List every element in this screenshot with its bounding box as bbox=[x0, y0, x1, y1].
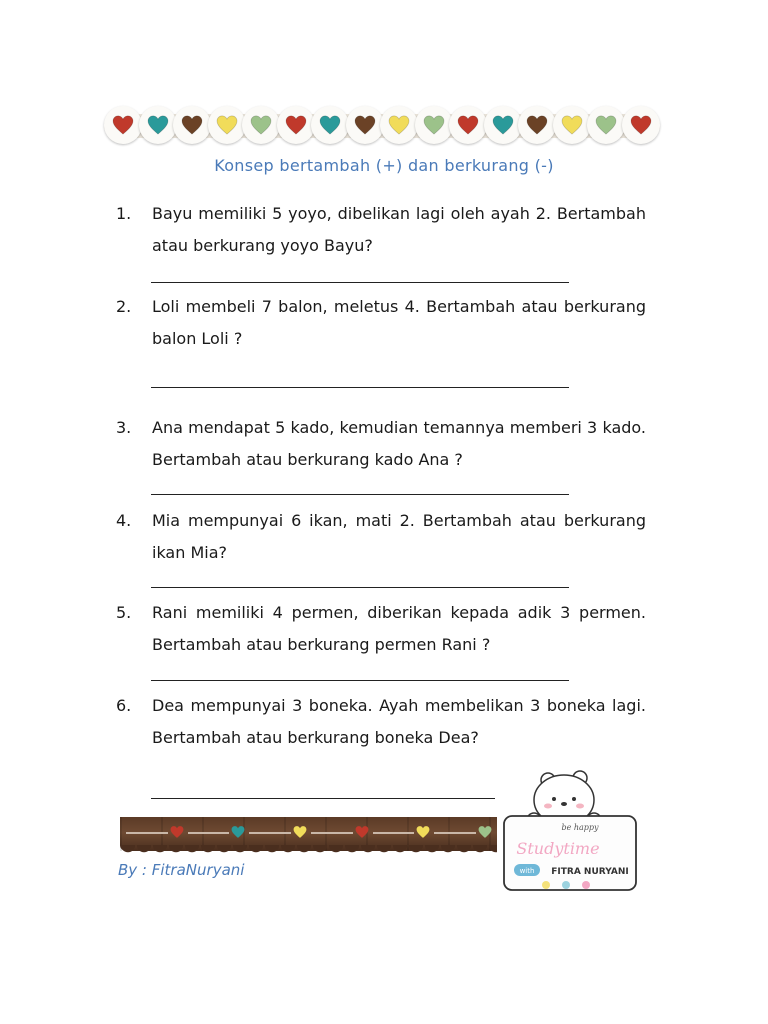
arrow-segment bbox=[373, 832, 415, 834]
answer-line-5[interactable] bbox=[151, 680, 569, 681]
question-text: Mia mempunyai 6 ikan, mati 2. Bertambah atau berkurang ikan Mia? bbox=[152, 511, 646, 562]
arrow-segment bbox=[188, 832, 230, 834]
arrow-segment bbox=[249, 832, 291, 834]
heart-icon bbox=[231, 825, 245, 839]
heart-icon bbox=[492, 115, 514, 135]
banner-heart-badge bbox=[208, 106, 246, 144]
heart-icon bbox=[388, 115, 410, 135]
arrow-heart-row bbox=[124, 825, 494, 841]
author-byline: By : FitraNuryani bbox=[118, 861, 245, 879]
question-5 bbox=[116, 597, 646, 661]
banner-heart-badge bbox=[380, 106, 418, 144]
banner-heart-badge bbox=[587, 106, 625, 144]
question-text: Ana mendapat 5 kado, kemudian temannya memberi 3 kado. Bertambah atau berkurang kado Ana ? bbox=[152, 418, 646, 469]
heart-icon bbox=[112, 115, 134, 135]
arrow-segment bbox=[434, 832, 476, 834]
answer-line-3[interactable] bbox=[151, 494, 569, 495]
heart-icon bbox=[457, 115, 479, 135]
heart-icon bbox=[526, 115, 548, 135]
badge-line3: with bbox=[519, 867, 535, 875]
question-1 bbox=[116, 198, 646, 262]
heart-icon bbox=[285, 115, 307, 135]
question-text: Bayu memiliki 5 yoyo, dibelikan lagi oleh ayah 2. Bertambah atau berkurang yoyo Bayu? bbox=[152, 204, 646, 255]
banner-heart-badge bbox=[484, 106, 522, 144]
banner-heart-badge bbox=[346, 106, 384, 144]
badge-line1: be happy bbox=[561, 823, 599, 832]
question-number: 2. bbox=[116, 297, 132, 316]
heart-icon bbox=[355, 825, 369, 839]
question-number: 3. bbox=[116, 418, 132, 437]
answer-line-1[interactable] bbox=[151, 282, 569, 283]
banner-heart-badge bbox=[139, 106, 177, 144]
arrow-segment bbox=[126, 832, 168, 834]
question-number: 6. bbox=[116, 696, 132, 715]
answer-line-4[interactable] bbox=[151, 587, 569, 588]
heart-icon bbox=[319, 115, 341, 135]
answer-line-6[interactable] bbox=[151, 798, 495, 799]
banner-heart-badge bbox=[173, 106, 211, 144]
question-number: 1. bbox=[116, 204, 132, 223]
arrow-segment bbox=[311, 832, 353, 834]
heart-icon bbox=[561, 115, 583, 135]
heart-banner bbox=[104, 104, 660, 148]
heart-icon bbox=[354, 115, 376, 135]
heart-icon bbox=[478, 825, 492, 839]
question-text: Rani memiliki 4 permen, diberikan kepada adik 3 permen. Bertambah atau berkurang permen Rani ? bbox=[152, 603, 646, 654]
banner-heart-badge bbox=[518, 106, 556, 144]
question-2 bbox=[116, 291, 646, 355]
heart-icon bbox=[423, 115, 445, 135]
heart-icon bbox=[181, 115, 203, 135]
banner-heart-badge bbox=[415, 106, 453, 144]
banner-heart-badge bbox=[311, 106, 349, 144]
heart-icon bbox=[147, 115, 169, 135]
study-time-badge bbox=[500, 766, 640, 894]
badge-line2: Studytime bbox=[516, 839, 600, 858]
wood-scallop-edge bbox=[120, 845, 497, 857]
heart-icon bbox=[216, 115, 238, 135]
wood-border-strip bbox=[120, 817, 497, 851]
question-text: Dea mempunyai 3 boneka. Ayah membelikan 3 boneka lagi. Bertambah atau berkurang boneka Dea? bbox=[152, 696, 646, 747]
heart-icon bbox=[293, 825, 307, 839]
banner-heart-badge bbox=[104, 106, 142, 144]
answer-line-2[interactable] bbox=[151, 387, 569, 388]
question-number: 4. bbox=[116, 511, 132, 530]
question-6 bbox=[116, 690, 646, 754]
question-3 bbox=[116, 412, 646, 476]
banner-heart-badge bbox=[553, 106, 591, 144]
banner-heart-badge bbox=[622, 106, 660, 144]
heart-icon bbox=[250, 115, 272, 135]
question-number: 5. bbox=[116, 603, 132, 622]
heart-icon bbox=[630, 115, 652, 135]
badge-line4: FITRA NURYANI bbox=[551, 867, 629, 877]
question-text: Loli membeli 7 balon, meletus 4. Bertambah atau berkurang balon Loli ? bbox=[152, 297, 646, 348]
heart-icon bbox=[416, 825, 430, 839]
banner-heart-badge bbox=[277, 106, 315, 144]
banner-heart-badge bbox=[449, 106, 487, 144]
banner-heart-badge bbox=[242, 106, 280, 144]
heart-icon bbox=[170, 825, 184, 839]
question-4 bbox=[116, 505, 646, 569]
worksheet-title: Konsep bertambah (+) dan berkurang (-) bbox=[214, 156, 554, 175]
heart-icon bbox=[595, 115, 617, 135]
